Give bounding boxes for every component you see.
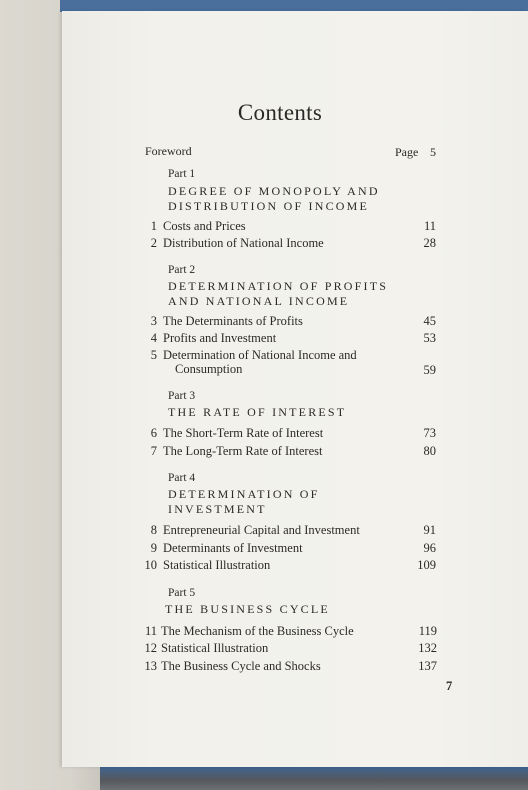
chapter-page: 45 xyxy=(423,314,436,328)
chapter-number: 12 xyxy=(144,641,157,655)
part-1-title-line: DISTRIBUTION OF INCOME xyxy=(168,199,370,213)
part-3-label: Part 3 xyxy=(168,390,196,402)
chapter-page: 73 xyxy=(423,426,436,440)
chapter-title-continued: Consumption xyxy=(175,362,243,376)
chapter-number: 11 xyxy=(144,624,157,638)
foreword-label: Foreword xyxy=(145,144,192,158)
chapter-title: The Short-Term Rate of Interest xyxy=(163,426,324,440)
chapter-title: The Business Cycle and Shocks xyxy=(161,659,321,673)
chapter-title: Profits and Investment xyxy=(163,331,277,345)
chapter-number: 9 xyxy=(150,541,157,555)
chapter-number: 3 xyxy=(150,314,157,328)
part-1-label: Part 1 xyxy=(168,168,196,180)
chapter-page: 11 xyxy=(423,219,436,233)
chapter-number: 6 xyxy=(150,426,157,440)
part-5-label: Part 5 xyxy=(168,587,196,599)
chapter-number: 2 xyxy=(150,236,157,250)
chapter-title: Determinants of Investment xyxy=(163,541,303,555)
chapter-page: 137 xyxy=(418,659,437,673)
chapter-number: 13 xyxy=(144,659,157,673)
chapter-title: The Long-Term Rate of Interest xyxy=(163,444,323,458)
chapter-page: 53 xyxy=(423,331,436,345)
chapter-page: 96 xyxy=(423,541,436,555)
chapter-page: 109 xyxy=(417,558,436,572)
part-2-title-line: DETERMINATION OF PROFITS xyxy=(168,279,389,293)
foreword-page: 5 xyxy=(430,145,436,159)
part-4-label: Part 4 xyxy=(168,472,196,484)
chapter-page: 132 xyxy=(418,641,437,655)
chapter-title: Determination of National Income and xyxy=(163,348,357,362)
part-2-title-line: AND NATIONAL INCOME xyxy=(168,294,350,308)
part-1-title-line: DEGREE OF MONOPOLY AND xyxy=(168,184,380,198)
part-3-title-line: THE RATE OF INTEREST xyxy=(168,405,347,419)
chapter-page: 119 xyxy=(418,624,437,638)
part-4-title-line: INVESTMENT xyxy=(168,502,267,516)
chapter-number: 7 xyxy=(150,444,157,458)
chapter-page: 28 xyxy=(423,236,436,250)
chapter-number: 8 xyxy=(150,523,157,537)
chapter-title: Statistical Illustration xyxy=(161,641,269,655)
part-5-title-line: THE BUSINESS CYCLE xyxy=(165,602,330,616)
chapter-title: The Determinants of Profits xyxy=(163,314,303,328)
chapter-page: 80 xyxy=(423,444,436,458)
chapter-number: 4 xyxy=(150,331,157,345)
page-folio: 7 xyxy=(446,679,453,693)
chapter-page: 91 xyxy=(423,523,436,537)
chapter-number: 1 xyxy=(150,219,157,233)
chapter-page: 59 xyxy=(423,363,436,377)
chapter-title: Distribution of National Income xyxy=(163,236,324,250)
chapter-title: The Mechanism of the Business Cycle xyxy=(161,624,354,638)
part-4-title-line: DETERMINATION OF xyxy=(168,487,320,501)
page-title: Contents xyxy=(237,100,323,125)
book-cover-bottom xyxy=(100,766,528,790)
chapter-number: 10 xyxy=(144,558,157,572)
part-2-label: Part 2 xyxy=(168,264,196,276)
chapter-title: Costs and Prices xyxy=(163,219,246,233)
page-column-label: Page xyxy=(395,145,419,159)
chapter-title: Entrepreneurial Capital and Investment xyxy=(163,523,360,537)
chapter-number: 5 xyxy=(150,348,157,362)
chapter-title: Statistical Illustration xyxy=(163,558,271,572)
